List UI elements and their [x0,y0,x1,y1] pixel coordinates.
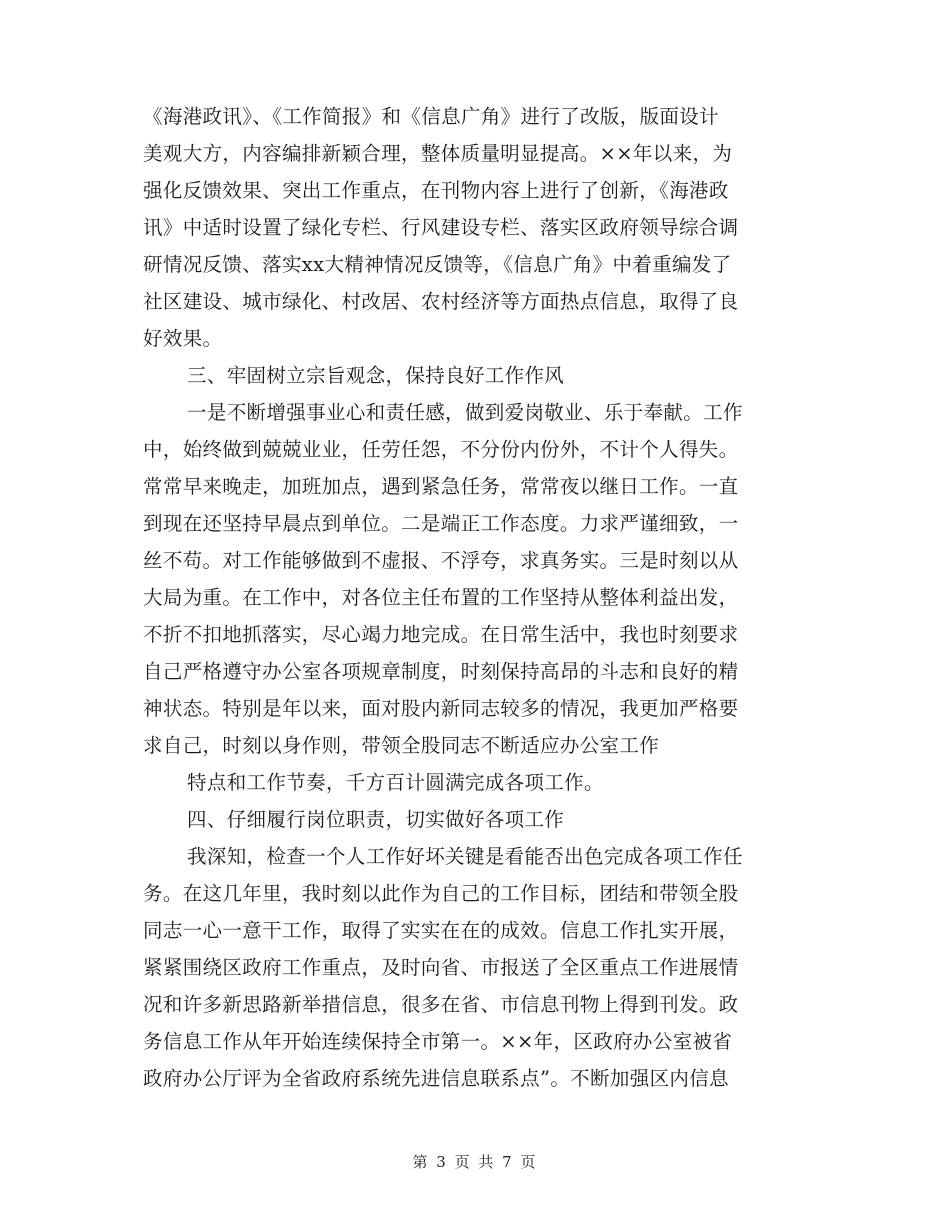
text-line: 自己严格遵守办公室各项规章制度，时刻保持高昂的斗志和良好的精 [143,660,739,683]
text-line: 紧紧围绕区政府工作重点，及时向省、市报送了全区重点工作进展情 [143,956,739,979]
text-line: 求自己，时刻以身作则，带领全股同志不断适应办公室工作 [143,734,660,757]
text-line: 不折不扣地抓落实，尽心竭力地完成。在日常生活中，我也时刻要求 [143,623,739,646]
text-line: 常常早来晚走，加班加点，遇到紧急任务，常常夜以继日工作。一直 [143,475,739,498]
text-line: 丝不苟。对工作能够做到不虚报、不浮夸，求真务实。三是时刻以从 [143,549,739,572]
text-line: 神状态。特别是年以来，面对股内新同志较多的情况，我更加严格要 [143,697,739,720]
page-number-footer: 第 3 页 共 7 页 [412,1153,538,1171]
text-line: 况和许多新思路新举措信息，很多在省、市信息刊物上得到刊发。政 [143,993,739,1016]
text-line: 社区建设、城市绿化、村改居、农村经济等方面热点信息，取得了良 [143,290,739,313]
text-line: 《海港政讯》、《工作简报》和《信息广角》进行了改版，版面设计 [143,105,720,128]
text-line: 中，始终做到兢兢业业，任劳任怨，不分份内份外，不计个人得失。 [143,438,739,461]
text-line: 到现在还坚持早晨点到单位。二是端正工作态度。力求严谨细致，一 [143,512,739,535]
text-line: 同志一心一意干工作，取得了实实在在的成效。信息工作扎实开展， [143,919,739,942]
text-line: 特点和工作节奏，千方百计圆满完成各项工作。 [187,771,604,794]
text-line: 务。在这几年里，我时刻以此作为自己的工作目标，团结和带领全股 [143,882,739,905]
section-heading: 三、牢固树立宗旨观念，保持良好工作作风 [187,364,565,387]
text-line: 务信息工作从年开始连续保持全市第一。××年，区政府办公室被省 [143,1030,733,1053]
text-line: 我深知，检查一个人工作好坏关键是看能否出色完成各项工作任 [187,845,743,868]
text-line: 研情况反馈、落实xx大精神情况反馈等，《信息广角》中着重编发了 [143,253,732,276]
text-line: 讯》中适时设置了绿化专栏、行风建设专栏、落实区政府领导综合调 [143,216,739,239]
text-line: 美观大方，内容编排新颖合理，整体质量明显提高。××年以来，为 [143,142,733,165]
text-line: 政府办公厅评为全省政府系统先进信息联系点”。不断加强区内信息 [143,1067,729,1090]
section-heading: 四、仔细履行岗位职责，切实做好各项工作 [187,808,565,831]
text-line: 强化反馈效果、突出工作重点，在刊物内容上进行了创新，《海港政 [143,179,729,202]
text-line: 一是不断增强事业心和责任感，做到爱岗敬业、乐于奉献。工作 [187,401,743,424]
document-body [143,98,803,1097]
text-line: 好效果。 [143,327,223,350]
text-line: 大局为重。在工作中，对各位主任布置的工作坚持从整体利益出发， [143,586,739,609]
